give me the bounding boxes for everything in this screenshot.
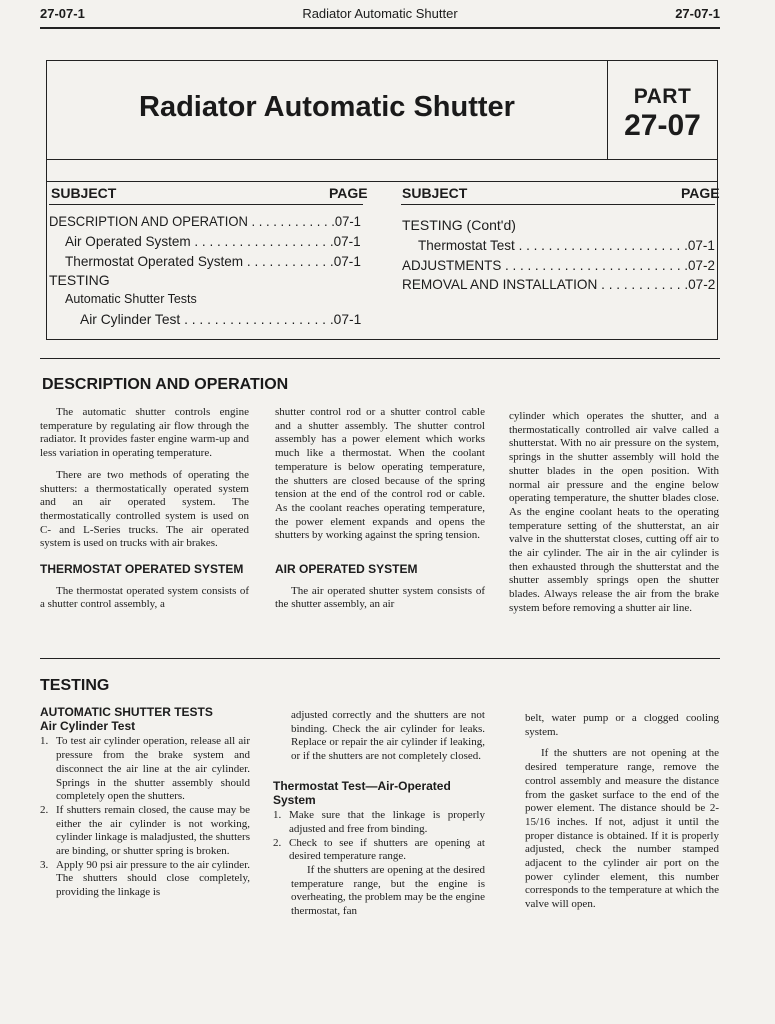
description-column-3	[509, 410, 719, 616]
toc-entry-left-6[interactable]: Air Cylinder Test . . . . . . . . . . . . . . . . . . . .07-1	[80, 311, 362, 327]
thermostat-operated-heading: THERMOSTAT OPERATED SYSTEM	[40, 562, 244, 577]
description-paragraph: The air operated shutter system consists of the shutter assembly, an air	[275, 584, 485, 611]
toc-entry-left-1[interactable]: DESCRIPTION AND OPERATION . . . . . . . . . . . .07-1	[49, 213, 361, 229]
toc-subject-header-left: SUBJECT	[51, 185, 117, 201]
list-item: 3. Apply 90 psi air pressure to the air cylinder. The shutters should close completely, providing the linkage is	[40, 858, 250, 899]
thermostat-test-heading: Thermostat Test—Air-Operated System	[273, 778, 451, 807]
toc-entry-left-5[interactable]: Automatic Shutter Tests	[65, 292, 197, 306]
header-page-right: 27-07-1	[675, 6, 720, 21]
list-item: 1. To test air cylinder operation, release all air pressure from the brake system and disconnect the air line at the air cylinder. Springs in the shutter assembly should completely open the shutters.	[40, 735, 250, 803]
air-operated-heading: AIR OPERATED SYSTEM	[275, 562, 418, 577]
toc-entry-right-4[interactable]: REMOVAL AND INSTALLATION . . . . . . . . . . . .07-2	[402, 276, 716, 292]
title-box	[46, 60, 718, 340]
description-column-2	[275, 406, 485, 612]
part-cell	[607, 61, 717, 159]
part-number: 27-07	[624, 109, 701, 142]
description-paragraph: There are two methods of operating the shutters: a thermostatically operated system and an air operated system. The thermostatically controlled system is used on C- and L-Series trucks. The air operated system is used on trucks with air brakes.	[40, 468, 249, 550]
list-item: 2. Check to see if shutters are opening at desired temperature range.	[273, 836, 485, 863]
testing-rule	[40, 658, 720, 659]
header-rule	[40, 27, 720, 29]
toc-entry-left-3[interactable]: Thermostat Operated System . . . . . . . . . . . .07-1	[65, 253, 361, 269]
toc-entry-right-2[interactable]: Thermostat Test . . . . . . . . . . . . . . . . . . . . . . .07-1	[418, 237, 715, 253]
toc-page-header-right: PAGE	[681, 185, 720, 201]
testing-column-3	[525, 712, 719, 912]
toc-header-rule-right	[401, 204, 715, 205]
testing-paragraph: adjusted correctly and the shutters are not binding. Check the air cylinder for leaks. Replace or repair the air cylinder if leaking, or if the shutters are not completely closed.	[291, 709, 485, 763]
description-rule	[40, 358, 720, 359]
toc-entry-right-3[interactable]: ADJUSTMENTS . . . . . . . . . . . . . . . . . . . . . . . . .07-2	[402, 257, 715, 273]
header-page-left: 27-07-1	[40, 6, 85, 21]
testing-column-2	[273, 709, 485, 919]
testing-paragraph: If the shutters are opening at the desired temperature range, but the engine is overheating, the problem may be the engine thermostat, fan	[291, 864, 485, 918]
toc-entry-left-4[interactable]: TESTING	[49, 272, 110, 288]
automatic-shutter-tests-heading: AUTOMATIC SHUTTER TESTS	[40, 705, 213, 719]
toc-header-rule-left	[49, 204, 363, 205]
toc-page-header-left: PAGE	[329, 185, 368, 201]
description-paragraph: The automatic shutter controls engine temperature by regulating air flow through the radiator. It provides faster engine warm-up and less variation in operating temperature.	[40, 406, 249, 460]
title-divider	[47, 159, 717, 160]
testing-column-1	[40, 706, 250, 900]
running-header	[40, 6, 720, 26]
testing-paragraph: If the shutters are not opening at the desired temperature range, remove the control assembly and measure the distance from the gasket surface to the end of the power element. The distance should be 2-15/16 inches. If not, adjust it until the proper distance is obtained. If it is properly adjusted, check the number stamped adjacent to the cylinder air port on the power cylinder element, this number corresponds to the temperature at which the valve will open.	[525, 747, 719, 911]
description-paragraph: The thermostat operated system consists of a shutter control assembly, a	[40, 584, 249, 611]
description-column-1	[40, 406, 249, 612]
thermostat-test-steps	[273, 809, 485, 864]
description-paragraph: shutter control rod or a shutter control cable and a shutter assembly. The shutter control assembly has a power element which works much like a thermostat. When the coolant temperature is below operating temperature, the shutters are closed because of the spring tension at the end of the control rod or cable. As the coolant reaches operating temperature, the power element expands and opens the shutters by working against the spring tension.	[275, 406, 485, 542]
part-label: PART	[633, 85, 692, 108]
title-cell	[47, 61, 607, 159]
toc-entry-left-2[interactable]: Air Operated System . . . . . . . . . . . . . . . . . . .07-1	[65, 233, 361, 249]
air-cylinder-steps	[40, 735, 250, 899]
list-item: 2. If shutters remain closed, the cause may be either the air cylinder is not working, cylinder linkage is maladjusted, the shutters are binding, or shutter spring is broken.	[40, 803, 250, 858]
list-item: 1. Make sure that the linkage is properly adjusted and free from binding.	[273, 809, 485, 835]
air-cylinder-test-heading: Air Cylinder Test	[40, 718, 136, 733]
toc-subject-header-right: SUBJECT	[402, 185, 468, 201]
testing-heading: TESTING	[40, 677, 110, 694]
testing-paragraph: belt, water pump or a clogged cooling system.	[525, 712, 719, 738]
document-title: Radiator Automatic Shutter	[139, 91, 515, 123]
description-heading: DESCRIPTION AND OPERATION	[42, 376, 289, 393]
description-paragraph: cylinder which operates the shutter, and a thermostatically controlled air valve called a shutterstat. With no air pressure on the system, springs in the shutter assembly will hold the shutter blades in the open position. With normal air pressure and the engine below operating temperature, the shutter blades close. As the engine coolant heats to the operating temperature setting of the shutterstat, an air valve in the shutterstat closes, cutting off air to the air cylinder. The air in the air cylinder is then exhausted through the shutterstat and the shutter assembly springs open the shutter blades. Always release the air from the brake system before removing a shutter air line.	[509, 410, 719, 614]
toc-entry-right-1[interactable]: TESTING (Cont'd)	[402, 217, 516, 233]
header-title: Radiator Automatic Shutter	[302, 6, 458, 21]
toc-top-divider	[47, 181, 717, 182]
